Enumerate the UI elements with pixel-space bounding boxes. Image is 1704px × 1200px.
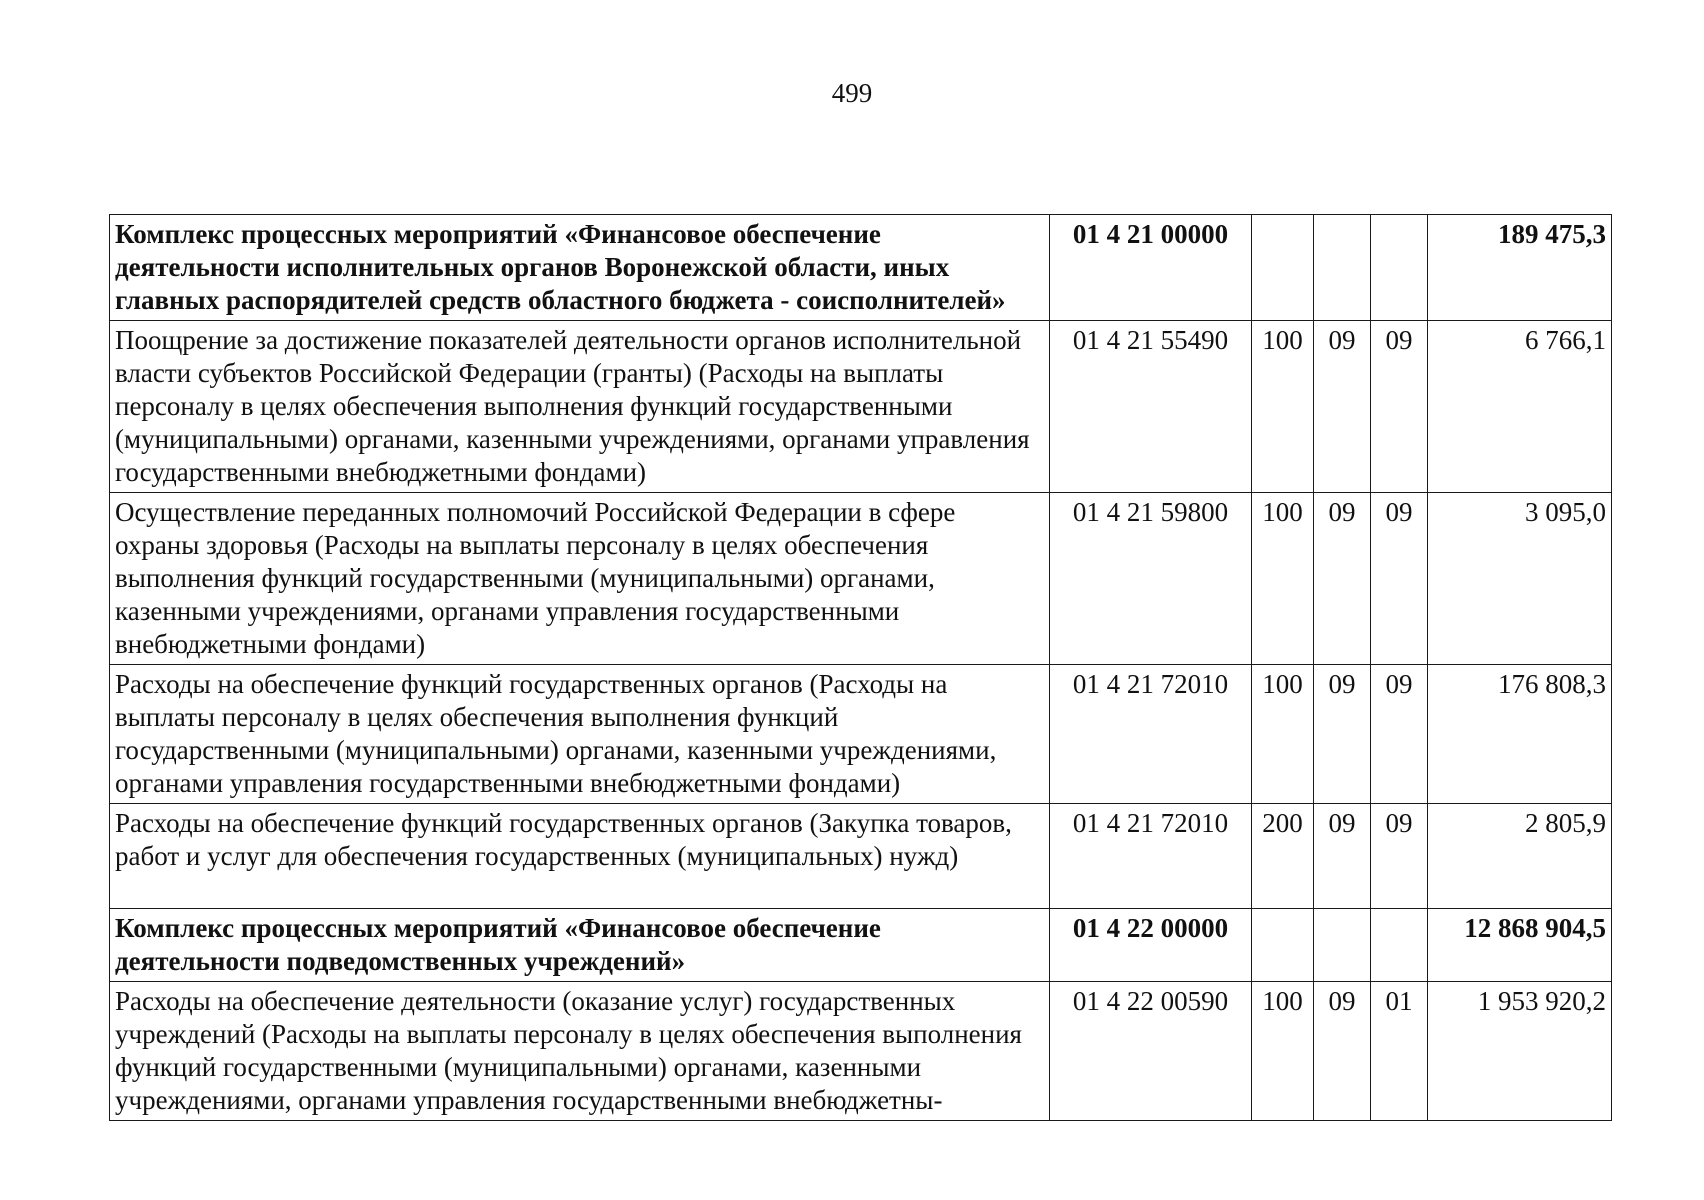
- row-target-code: 01 4 21 72010: [1050, 665, 1252, 804]
- row-target-code: 01 4 21 55490: [1050, 321, 1252, 493]
- row-target-code: 01 4 22 00590: [1050, 982, 1252, 1121]
- row-section: 09: [1314, 804, 1371, 909]
- row-subsection: 09: [1371, 493, 1428, 665]
- row-sum: 176 808,3: [1428, 665, 1612, 804]
- row-section: [1314, 909, 1371, 982]
- row-name: Расходы на обеспечение функций государственных органов (Расходы на выплаты персоналу в целях обеспечения выполнения функций государственными (муниципальными) органами, казенными учреждениями, органами управления государственными внебюджетными фондами): [110, 665, 1050, 804]
- row-name: Поощрение за достижение показателей деятельности органов исполнительной власти субъектов Российской Федерации (гранты) (Расходы на выплаты персоналу в целях обеспечения выполнения функций государственными (муниципальными) органами, казенными учреждениями, органами управления государственными внебюджетными фондами): [110, 321, 1050, 493]
- row-sum: 189 475,3: [1428, 215, 1612, 321]
- row-subsection: 09: [1371, 665, 1428, 804]
- row-target-code: 01 4 21 00000: [1050, 215, 1252, 321]
- row-sum: 2 805,9: [1428, 804, 1612, 909]
- row-sum: 3 095,0: [1428, 493, 1612, 665]
- row-expense-type: 100: [1252, 493, 1314, 665]
- row-section: 09: [1314, 321, 1371, 493]
- table-row-program-group: [110, 215, 1612, 321]
- row-subsection: 09: [1371, 321, 1428, 493]
- row-sum: 1 953 920,2: [1428, 982, 1612, 1121]
- table-row: [110, 493, 1612, 665]
- row-subsection: 01: [1371, 982, 1428, 1121]
- row-expense-type: 100: [1252, 982, 1314, 1121]
- row-section: 09: [1314, 982, 1371, 1121]
- row-expense-type: 200: [1252, 804, 1314, 909]
- table-row: [110, 665, 1612, 804]
- row-subsection: 09: [1371, 804, 1428, 909]
- row-section: [1314, 215, 1371, 321]
- row-target-code: 01 4 22 00000: [1050, 909, 1252, 982]
- row-subsection: [1371, 215, 1428, 321]
- row-expense-type: [1252, 215, 1314, 321]
- table-row-program-group: [110, 909, 1612, 982]
- table-row: [110, 804, 1612, 909]
- table-row: [110, 321, 1612, 493]
- row-subsection: [1371, 909, 1428, 982]
- row-name: Комплекс процессных мероприятий «Финансовое обеспечение деятельности подведомственных учреждений»: [110, 909, 1050, 982]
- row-expense-type: 100: [1252, 665, 1314, 804]
- row-expense-type: 100: [1252, 321, 1314, 493]
- table-row: [110, 982, 1612, 1121]
- row-name: Комплекс процессных мероприятий «Финансовое обеспечение деятельности исполнительных органов Воронежской области, иных главных распорядителей средств областного бюджета - соисполнителей»: [110, 215, 1050, 321]
- row-sum: 6 766,1: [1428, 321, 1612, 493]
- row-name: Осуществление переданных полномочий Российской Федерации в сфере охраны здоровья (Расходы на выплаты персоналу в целях обеспечения выполнения функций государственными (муниципальными) органами, казенными учреждениями, органами управления государственными внебюджетными фондами): [110, 493, 1050, 665]
- row-name: Расходы на обеспечение функций государственных органов (Закупка товаров, работ и услуг для обеспечения государственных (муниципальных) нужд): [110, 804, 1050, 909]
- row-sum: 12 868 904,5: [1428, 909, 1612, 982]
- row-target-code: 01 4 21 72010: [1050, 804, 1252, 909]
- budget-table: [109, 214, 1612, 1121]
- row-section: 09: [1314, 493, 1371, 665]
- row-expense-type: [1252, 909, 1314, 982]
- row-target-code: 01 4 21 59800: [1050, 493, 1252, 665]
- page-number: 499: [831, 78, 873, 108]
- row-section: 09: [1314, 665, 1371, 804]
- row-name: Расходы на обеспечение деятельности (оказание услуг) государственных учреждений (Расходы на выплаты персоналу в целях обеспечения выполнения функций государственными (муниципальными) органами, казенными учреждениями, органами управления государственными внебюджетны-: [110, 982, 1050, 1121]
